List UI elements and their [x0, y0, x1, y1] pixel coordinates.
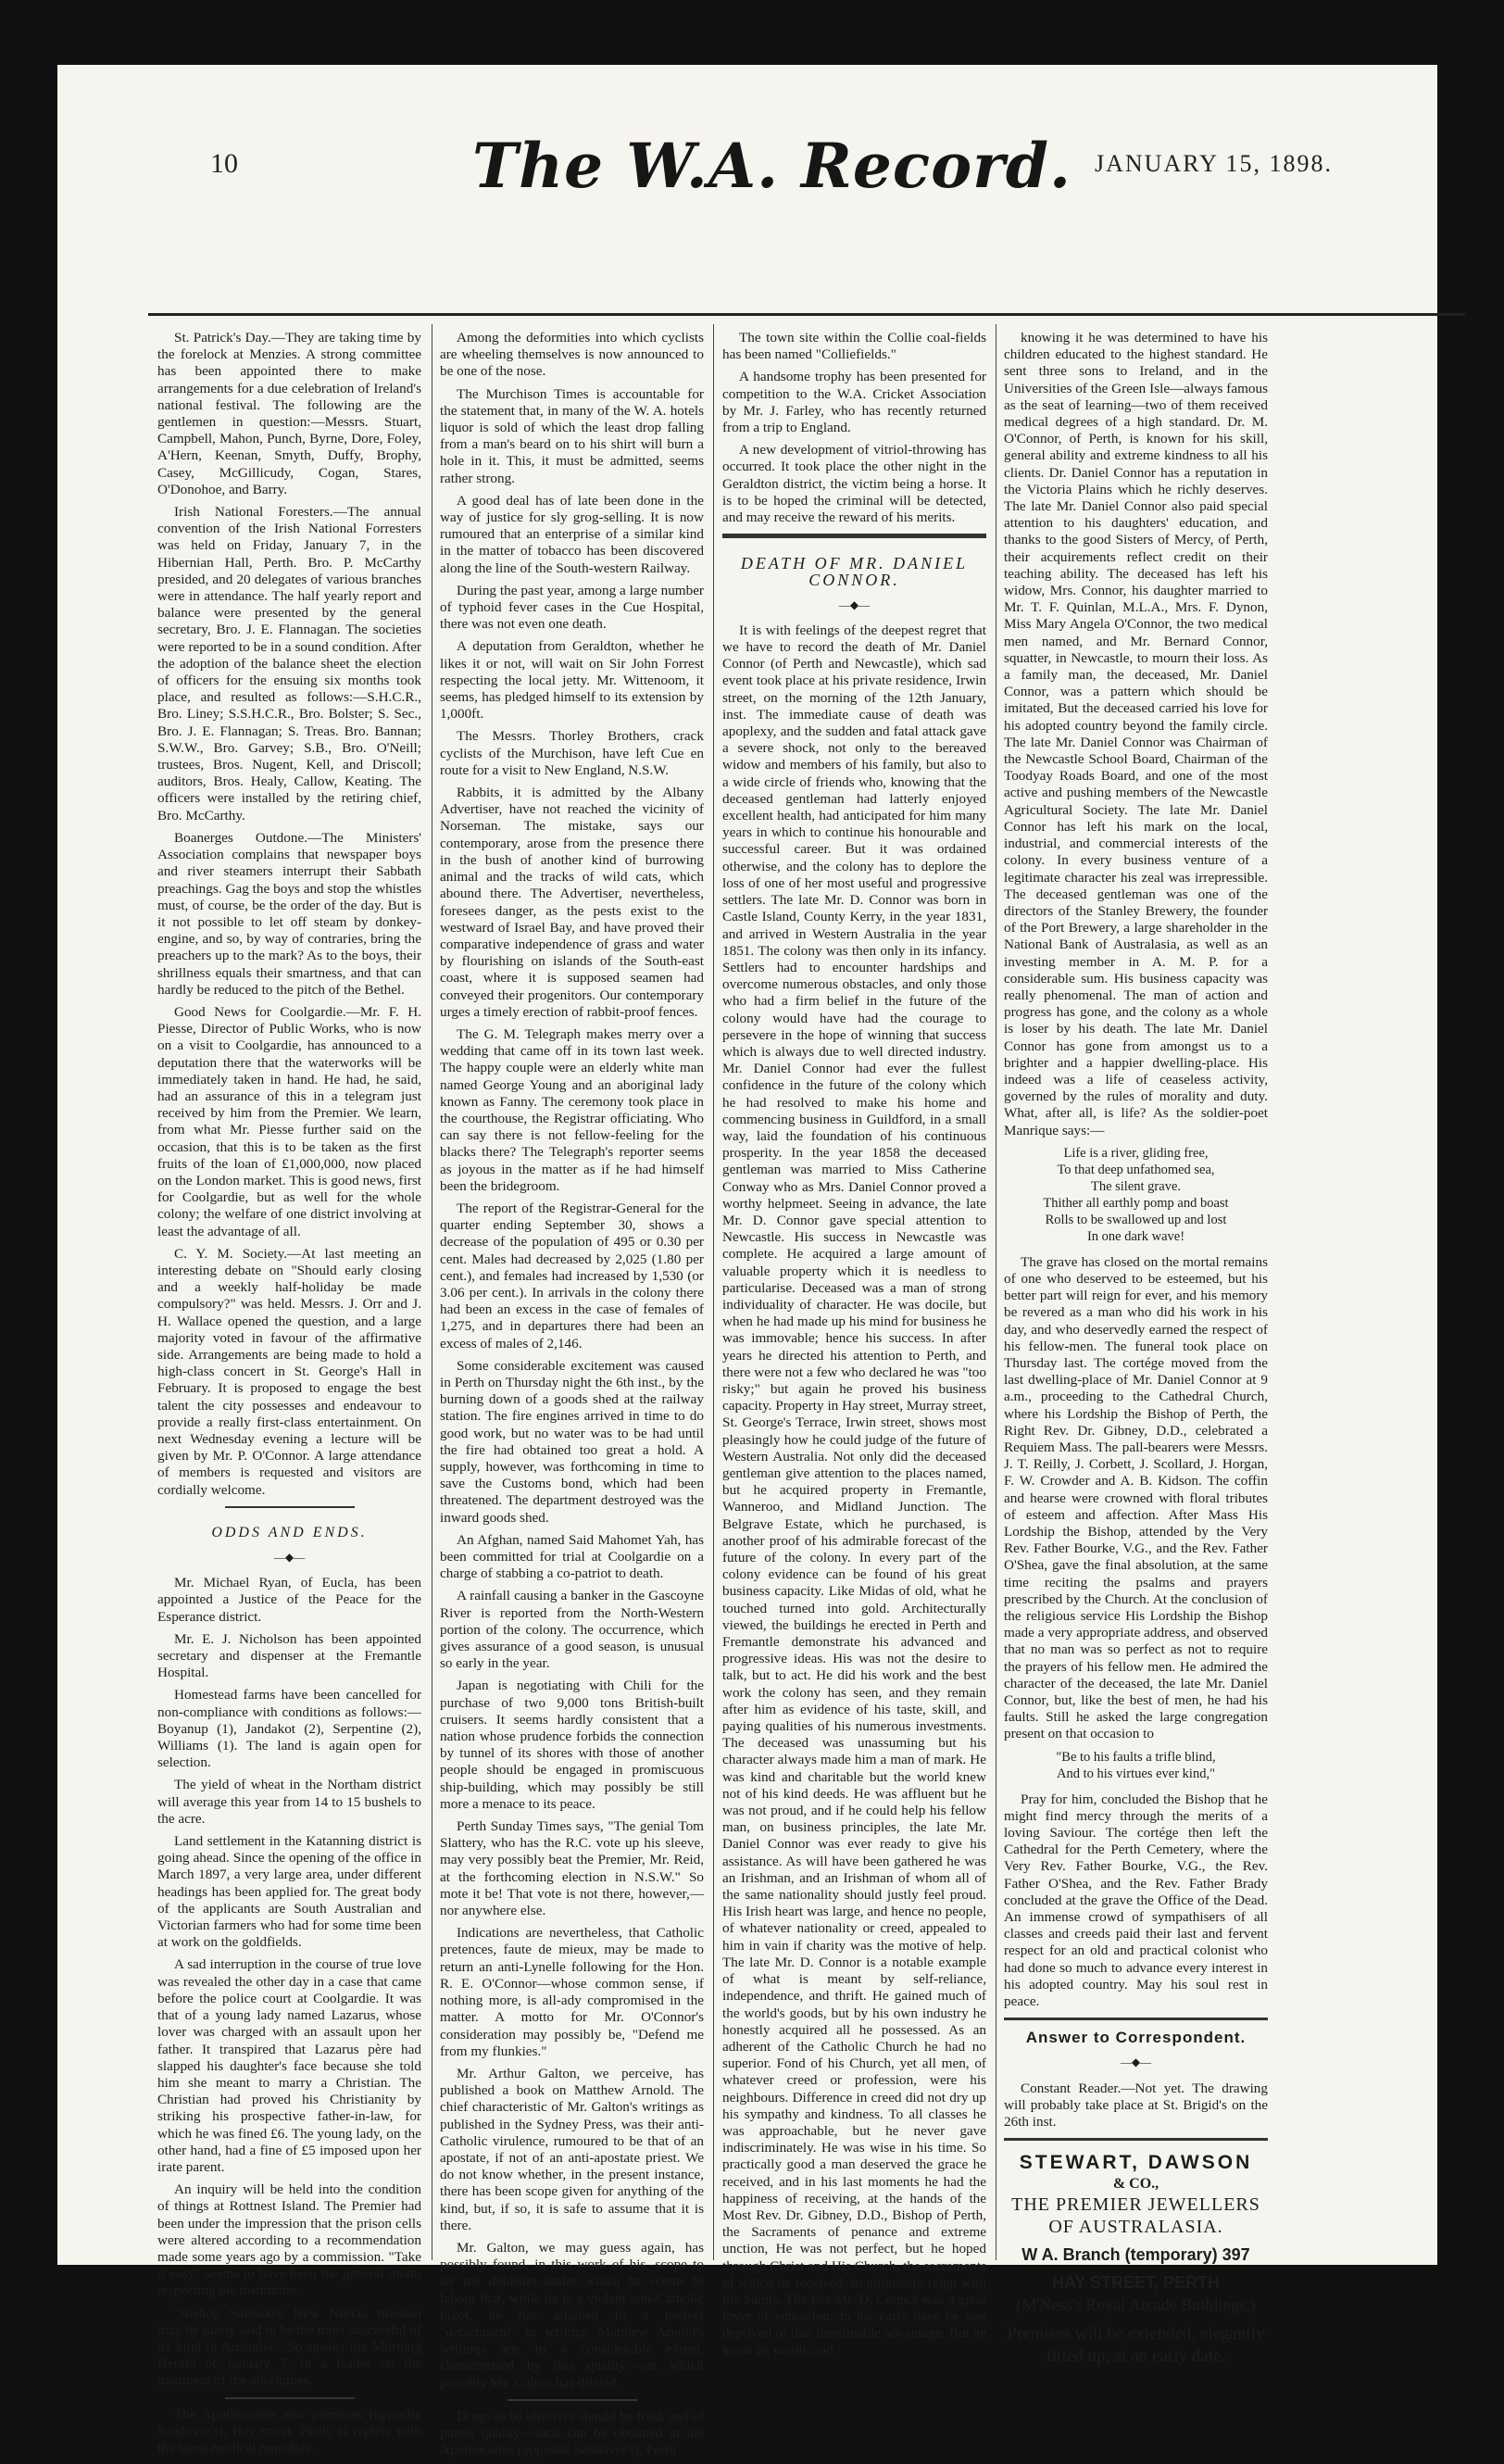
ornament-divider: —◆—	[273, 1551, 306, 1565]
answer-title: Answer to Correspondent.	[1025, 2029, 1247, 2047]
ad-branch: W A. Branch (temporary) 397	[1021, 2244, 1250, 2264]
item-afghan: An Afghan, named Said Mahomet Yah, has been committed for trial at Coolgardie on a charge of stabbing a co-patriot to death.	[440, 1531, 704, 1582]
ad-co: & CO.,	[1112, 2176, 1159, 2193]
item-cyclists: Among the deformities into which cyclists are wheeling themselves is now announced to be one of the nose.	[440, 330, 704, 380]
article-boanerges: Boanerges Outdone.—The Ministers' Association complains that newspaper boys and river steamers interrupt their Sabbath preachings. Gag the boys and stop the whistles must, of course, be the order of the day. But is it not possible to let off steam by donkey-engine, and so, by way of contraries, bring the preachers up to the mark? As to the boys, their shrillness equals their smartness, and that can hardly be reduced to the pitch of the Bethel.	[157, 829, 421, 998]
ad-line: THE PREMIER JEWELLERS	[1011, 2194, 1260, 2215]
newspaper-page	[57, 65, 1437, 2458]
item-collie: The town site within the Collie coal-fields has been named "Colliefields."	[722, 330, 986, 363]
item-salvado: "Bishop Salvado's New Norcia mission may be safely said to be the most successful of its kind in Australia." So speaks the Morning Herald of January 7, in a leader on the treatment of the aborigines.	[157, 2305, 421, 2389]
ornament-divider: —◆—	[1120, 2055, 1152, 2069]
obituary-closing: Pray for him, concluded the Bishop that he might find mercy through the merits of a loving Saviour. The cortége then left the Cathedral for the Perth Cemetery, where the Very Rev. Father Bourke, V.G., the Rev. Father O'Shea, and the Rev. Father Brady concluded at the grave the Office of the Dead. An immense crowd of sympathisers of all classes and creeds paid their last and fervent respect for an old and practical colonist who had done so much to advance every interest in his adopted country. May his soul rest in peace.	[1004, 1791, 1268, 2010]
item-rainfall: A rainfall causing a banker in the Gascoyne River is reported from the North-Western portion of the colony. The occurrence, which gives assurance of a good season, is unusual so early in the year.	[440, 1588, 704, 1672]
article-st-patricks: St. Patrick's Day.—They are taking time by the forelock at Menzies. A strong committee has been appointed there to make arrangements for a due celebration of Ireland's national festival. The following are the gentlemen in question:—Messrs. Stuart, Campbell, Mahon, Punch, Byrne, Dore, Foley, A'Hern, Keenan, Smyth, Duffy, Brophy, Casey, McGillicudy, Cogan, Stares, O'Donohoe, and Barry.	[157, 330, 421, 497]
article-cym-society: C. Y. M. Society.—At last meeting an interesting debate on "Should early closing and a weekly half-holiday be made compulsory?" was held. Messrs. J. Orr and J. H. Wallace opened the question, and a large majority voted in favour of the affirmative side. Arrangements are being made to hold a high-class concert in St. George's Hall in February. It is proposed to engage the best talent the city possesses and endeavour to provide a really first-class entertainment. On next Wednesday evening a lecture will be given by Mr. P. O'Connor. A large attendance of members is requested and visitors are cordially welcome.	[157, 1245, 421, 1498]
item-katanning: Land settlement in the Katanning district is going ahead. Since the opening of the office in March 1897, a very large area, under different headings has been applied for. The great body of the applicants are South Australian and Victorian farmers who had for some time been at work on the goldfields.	[157, 1833, 421, 1951]
section-rule	[722, 534, 986, 538]
article-coolgardie: Good News for Coolgardie.—Mr. F. H. Piesse, Director of Public Works, who is now on a visit to Coolgardie, has announced to a deputation there that the waterworks will be immediately taken in hand. He had, he said, had an assurance of this in a telegram just received by him from the Premier. We learn, from what Mr. Piesse further said on the occasion, that this is to be taken as the first fruits of the loan of £1,000,000, now placed on the London market. This is good news, first for Coolgardie, but as well for the whole colony; the welfare of one district involving at least the advantage of all.	[157, 1003, 421, 1239]
item-fire: Some considerable excitement was caused in Perth on Thursday night the 6th inst., by the burning down of a goods shed at the railway station. The fire engines arrived in time to do good work, but no water was to be had until the fire had obtained too great a hold. A supply, however, was forthcoming in time to save the Customs bond, which had been threatened. The department destroyed was the inward goods shed.	[440, 1357, 704, 1526]
poem-line: Life is a river, gliding free,	[1063, 1145, 1209, 1161]
publication-logo: The W.A. Record.	[472, 130, 1072, 202]
item-sunday-times: Perth Sunday Times says, "The genial Tom Slattery, who has the R.C. vote up his sleeve, may very possibly beat the Premier, Mr. Reid, at the forthcoming election in N.S.W." So mote it be! That vote is not there, however,—nor anywhere else.	[440, 1818, 704, 1919]
item-japan: Japan is negotiating with Chili for the purchase of two 9,000 tons British-built cruisers. It seems hardly consistent that a nation whose prudence forbids the connection by tunnel of its shores with those of another people should be engaged in promiscuous ship-building, which may possibly be still more a menace to its peace.	[440, 1678, 704, 1812]
page-number: 10	[210, 148, 238, 179]
obituary-funeral: The grave has closed on the mortal remains of one who deserved to be esteemed, but his better part will reign for ever, and his memory be revered as a man who did his work in his day, and who deservedly earned the respect of his fellow-men. The funeral took place on Thursday last. The cortége moved from the last dwelling-place of Mr. Daniel Connor at 9 a.m., proceeding to the Cathedral Church, where his Lordship the Bishop of Perth, the Right Rev. Dr. Gibney, D.D., celebrated a Requiem Mass. The pall-bearers were Messrs. J. T. Reilly, J. Corbett, J. Scollard, J. Horgan, F. W. Crowder and A. B. Kidson. The coffin and hearse were crowned with floral tributes of esteem and affection. After Mass His Lordship the Bishop, attended by the Very Rev. Father Bourke, V.G., and the Rev. Father O'Shea, gave the final absolution, at the same time reciting the psalms and prayers prescribed by the Church. At the conclusion of the religious service His Lordship the Bishop made a very appropriate address, and observed that no man was so perfect as not to require the prayers of his fellow men. He admired the character of the deceased, the late Mr. Daniel Connor, but, like the best of men, he had his faults. Still he asked the large congregation present on that occasion to	[1004, 1253, 1268, 1742]
ad-premises: Premises will be extended, elegantly fitted up, at an early date.	[1007, 2323, 1265, 2366]
article-foresters: Irish National Foresters.—The annual convention of the Irish National Forresters was held on Friday, January 7, in the Hibernian Hall, Perth. Bro. P. McCarthy presided, and 20 delegates of various branches were in attendance. The half yearly report and balance were presented by the general secretary, Bro. J. E. Flannagan. The societies were reported to be in a sound condition. After the adoption of the balance sheet the election of officers for the ensuing six months took place, and resulted as follows:—S.H.C.R., Bro. Liney; S.S.H.C.R., Bro. Bolster; S. Sec., Bro. J. E. Flannagan; S. Treas. Bro. Bannan; S.W.W., Bro. Garvey; S.B., Bro. O'Neill; trustees, Bros. Nugent, Kell, and Driscoll; auditors, Bros. Healy, Callow, Keating. The officers were installed by the retiring chief, Bro. McCarthy.	[157, 504, 421, 823]
item-drugs: Drugs to be effective should be fresh and of purest quality—such can be obtained at the Apothecaries (opposite Sandover's), Perth.	[440, 2407, 704, 2458]
section-rule	[1004, 2138, 1268, 2141]
item-wedding: The G. M. Telegraph makes merry over a wedding that came off in its town last week. The happy couple were an elderly white man named George Young and an aboriginal lady known as Fanny. The ceremony took place in the courthouse, the Registrar officiating. Who can say there is not fellow-feeling for the blacks there? The Telegraph's reporter seems as joyous in the matter as if he had himself been the bridegroom.	[440, 1025, 704, 1194]
item-thorley: The Messrs. Thorley Brothers, crack cyclists of the Murchison, have left Cue en route for a visit to New England, N.S.W.	[440, 728, 704, 778]
item-apothecaries: The Apothecaries new premises (opposite Sandover's), Hay street, Perth, is replete with the latest medical remedies.	[157, 2406, 421, 2456]
item-murchison: The Murchison Times is accountable for the statement that, in many of the W. A. hotels liquor is sold of which the least drop falling from a man's beard on to his shirt will burn a hole in it. This, it must be admitted, seems rather strong.	[440, 385, 704, 486]
ad-street: HAY STREET, PERTH	[1051, 2272, 1221, 2292]
column-4	[1004, 330, 1268, 2368]
obituary-continued: knowing it he was determined to have his children educated to the highest standard. He sent three sons to Ireland, and in the Universities of the Green Isle—always famous as the seat of learning—two of them received medical degrees of a high standard. Dr. M. O'Connor, of Perth, is known for his skill, general ability and extreme kindness to all his clients. Dr. Daniel Connor has a reputation in the Victoria Plains which he richly deserves. The late Mr. Daniel Connor also paid special attention to his daughters' education, and thanks to the good Sisters of Mercy, of Perth, their acquirements reflect credit on their teaching ability. The deceased has left his widow, Mrs. Connor, his daughter married to Mr. T. F. Quinlan, M.L.A., Mrs. F. Dynon, Miss Mary Angela O'Connor, the two medical men named, and Mr. Bernard Connor, squatter, in Newcastle, to mourn their loss. As a family man, the deceased, Mr. Daniel Connor, was a pattern which should be imitated, But the deceased carried his love for his adopted country beyond the family circle. The late Mr. Daniel Connor was Chairman of the Newcastle School Board, Chairman of the Toodyay Roads Board, and one of the most active and pushing members of the Newcastle Agricultural Society. The late Mr. Daniel Connor has left his mark on the local, industrial, and commercial interests of the colony. In every business venture of a legitimate character his zeal was irrepressible. The deceased gentleman was one of the directors of the Stanley Brewery, the founder of the Port Brewery, a large shareholder in the National Bank of Australasia, as well as an investing member in A. M. P. for a considerable sum. His business capacity was really phenomenal. The man of action and progress has gone, and the colony as a whole is loser by his death. The late Mr. Daniel Connor has gone from amongst us to a brighter and a happier dwelling-place. His indeed was a life of ceaseless activity, governed by the rules of morality and duty. What, after all, is life? As the soldier-poet Manrique says:—	[1004, 330, 1268, 1138]
header-rule	[148, 313, 1465, 316]
poem-line: Thither all earthly pomp and boast	[1043, 1195, 1229, 1211]
column-separator	[713, 324, 714, 2260]
ad-line: OF AUSTRALASIA.	[1048, 2216, 1223, 2237]
ad-firm: STEWART, DAWSON	[1019, 2152, 1253, 2174]
item-sly-grog: A good deal has of late been done in the way of justice for sly grog-selling. It is now rumoured that an enterprise of a similar kind in the matter of tobacco has been discovered along the line of the South-western Railway.	[440, 492, 704, 576]
item-geraldton: A deputation from Geraldton, whether he likes it or not, will wait on Sir John Forrest respecting the local jetty. Mr. Wittenoom, it seems, has pledged himself to its extension by 1,000ft.	[440, 638, 704, 723]
item-typhoid: During the past year, among a large number of typhoid fever cases in the Cue Hospital, there was not even one death.	[440, 582, 704, 633]
issue-date: JANUARY 15, 1898.	[1095, 150, 1333, 177]
section-odds-ends: ODDS AND ENDS.	[211, 1524, 368, 1540]
section-rule	[225, 2397, 355, 2399]
answer-correspondent	[1004, 2030, 1268, 2131]
item-registrar: The report of the Registrar-General for the quarter ending September 30, shows a decrease of the population of 495 or 0.30 per cent. Males had decreased by 2,025 (1.80 per cent.), and females had increased by 1,530 (or 3.06 per cent.). In arrivals in the colony there had been an excess in the case of females of 1,275, and in departures there had been an excess of males of 2,146.	[440, 1200, 704, 1351]
quote-line: And to his virtues ever kind,"	[1056, 1766, 1216, 1781]
column-2	[440, 330, 704, 2464]
item-rabbits: Rabbits, it is admitted by the Albany Advertiser, have not reached the vicinity of Norseman. The mistake, says our contemporary, arose from the presence there in the bush of another kind of burrowing animal and the tracks of wild cats, which abound there. The Advertiser, nevertheless, foresees danger, as the pests exist to the westward of Israel Bay, and have proved their comparative independence of grass and water by flourishing on islands of the South-east coast, where it is supposed seamen had conveyed their progenitors. Our contemporary urges a timely erection of rabbit-proof fences.	[440, 785, 704, 1020]
item-wheat: The yield of wheat in the Northam district will average this year from 14 to 15 bushels to the acre.	[157, 1777, 421, 1827]
item-ryan: Mr. Michael Ryan, of Eucla, has been appointed a Justice of the Peace for the Esperance district.	[157, 1575, 421, 1625]
item-galton-book: Mr. Arthur Galton, we perceive, has published a book on Matthew Arnold. The chief characteristic of Mr. Galton's writings as published in the Sydney Press, was their anti-Catholic virulence, rumoured to be that of an apostate, if not of an anti-apostate priest. We do not know whether, in the present instance, there has been scope given for anything of the kind, but, if so, it is safe to assume that it is there.	[440, 2065, 704, 2233]
item-vitriol: A new development of vitriol-throwing has occurred. It took place the other night in the Geraldton district, the victim being a horse. It is to be hoped the criminal will be detected, and may receive the reward of his merits.	[722, 442, 986, 526]
section-death-connor: DEATH OF MR. DANIEL CONNOR.	[740, 554, 969, 590]
column-1	[157, 330, 421, 2462]
item-lazarus: A sad interruption in the course of true love was revealed the other day in a case that came before the police court at Coolgardie. It was that of a young lady named Lazarus, whose lover was charged with an assault upon her father. It transpired that Lazarus père had slapped his daughter's face because she told him she meant to marry a Christian. The Christian had proved his Christianity by striking his prospective father-in-law, for which he was fined £6. The young lady, on the other hand, had a fine of £5 imposed upon her irate parent.	[157, 1956, 421, 2175]
item-trophy: A handsome trophy has been presented for competition to the W.A. Cricket Association by Mr. J. Farley, who has recently returned from a trip to England.	[722, 369, 986, 436]
poem-line: To that deep unfathomed sea,	[1057, 1162, 1215, 1177]
poem	[1004, 1145, 1268, 1245]
quote-line: "Be to his faults a trifle blind,	[1056, 1749, 1216, 1765]
section-rule	[1004, 2018, 1268, 2020]
jeweller-advert	[1004, 2150, 1268, 2367]
ad-arcade: (M'Ness's Royal Arcade Buildings.)	[1016, 2294, 1256, 2314]
item-homestead: Homestead farms have been cancelled for non-compliance with conditions as follows:—Boyanup (1), Jandakot (2), Serpentine (2), Williams (1). The land is again open for selection.	[157, 1687, 421, 1771]
poem-line: The silent grave.	[1090, 1178, 1182, 1194]
section-rule	[225, 1506, 355, 1508]
answer-text: Constant Reader.—Not yet. The drawing will probably take place at St. Brigid's on the 26th inst.	[1004, 2080, 1268, 2131]
item-nicholson: Mr. E. J. Nicholson has been appointed secretary and dispenser at the Fremantle Hospital.	[157, 1630, 421, 1681]
item-indications: Indications are nevertheless, that Catholic pretences, faute de mieux, may be made to return an anti-Lynelle following for the Hon. R. E. O'Connor—whose common sense, if nothing more, is all-ady compromised in the matter. A motto for Mr. O'Connor's consideration may possibly be, "Defend me from my flunkies."	[440, 1925, 704, 2059]
ornament-divider: —◆—	[838, 597, 871, 611]
item-galton-guess: Mr. Galton, we may guess again, has possibly found, in this work of his, scope to air the delusion under which he seems to labour that, while he is a violent anti-Catholic bigot, he has attained to a perfect "detachment" in writing. Matthew Arnold's writings are, to a considerable extent, characterised by this quality,—on which possibly Mr. Galton has dilated.	[440, 2239, 704, 2391]
section-rule	[508, 2399, 637, 2401]
poem-line: Rolls to be swallowed up and lost	[1045, 1212, 1227, 1227]
item-rottnest: An inquiry will be held into the condition of things at Rottnest Island. The Premier had been under the impression that the prison cells were altered according to a recommendation made some years ago by a commission. "Take it easy" seems to have been the general motto respecting the institution.	[157, 2181, 421, 2299]
obituary-body: It is with feelings of the deepest regret that we have to record the death of Mr. Daniel Connor (of Perth and Newcastle), which sad event took place at his private residence, Irwin street, on the morning of the 12th January, inst. The immediate cause of death was apoplexy, and the sudden and fatal attack gave a severe shock, not only to the bereaved widow and members of his family, but also to a wide circle of friends who, knowing that the deceased gentleman had latterly enjoyed excellent health, had anticipated for him many years in which to continue his honourable and successful career. But it was ordained otherwise, and the colony has to deplore the loss of one of her most useful and progressive settlers. The late Mr. D. Connor was born in Castle Island, County Kerry, in the year 1831, and arrived in Western Australia in the year 1851. The colony was then only in its infancy. Settlers had to encounter hardships and overcome numerous obstacles, and only those who had a firm belief in the future of the colony would have had the courage to persevere in the hope of winning that success which is always due to well directed industry. Mr. Daniel Connor had ever the fullest confidence in the future of the colony which he had resolved to make his home and commencing business in Guildford, in a small way, laid the foundation of his continuous prosperity. In the year 1858 the deceased gentleman was married to Miss Catherine Conway who as Mrs. Daniel Connor proved a worthy helpmeet. Seeing in advance, the late Mr. D. Connor gave special attention to Newcastle. His success in Newcastle was complete. He acquired a large amount of valuable property which it is needless to particularise. Deceased was a man of strong individuality of character. He was docile, but when he had made up his mind for business he was immovable; hence his success. In after years he directed his attention to Perth, and there were not a few who declared he was "too risky;" but again he proved his business capacity. Property in Hay street, Murray street, St. George's Terrace, Irwin street, shows most pleasingly how he could judge of the future of Western Australia. Not only did the deceased gentleman give attention to the places named, but he acquired property in Fremantle, Wanneroo, and Midland Junction. The Belgrave Estate, which he purchased, is another proof of his admirable forecast of the future of the colony. In every part of the colony evidence can be found of his great business capacity. Like Midas of old, what he touched turned into gold. Architecturally viewed, the buildings he erected in Perth and Fremantle demonstrate his advanced and progressive ideas. His was not the desire to talk, but to act. He did his work and the best work the colony has seen, and they remain after him as evidence of his taste, skill, and paying qualities of his numerous investments. The deceased was unassuming but his character always made him a man of mark. He was kind and charitable but the world knew not of his kind deeds. He was affluent but he was not proud, and if he could help his fellow man, on business principles, the late Mr. Daniel Connor was ever ready to give his assistance. As will have been gathered he was an Irishman, and an Irishman of whom all of the same nationality should justly feel proud. His Irish heart was large, and hence no people, of whatever nationality or creed, appealed to him in vain if charity was the motive of help. The late Mr. D. Connor is a notable example of what is meant by self-reliance, independence, and thrift. He gained much of the world's goods, but by his own industry he honestly acquired all he possessed. As an adherent of the Catholic Church he had no superior. Fond of his Church, yet all men, of whatever creed or profession, were his neighbours. Difference in creed did not dry up his sympathy and kindness. To all classes he was approachable, but he never gave indiscriminately. He was wise in his time. So practically good a man deserved the grace he received, and in his last moments he had the happiness of receiving, at the hands of the Most Rev. Dr. Gibney, D.D., Bishop of Perth, the Sacraments of penance and extreme unction, He was not perfect, but he hoped through Christ and His Church, the sacraments of which he received, to ultimately reign with the Saints. The late Mr. D. Connor was a great lover of education. In his early days he was deprived of that inestimable advantage. But he knew its worth, and	[722, 622, 986, 2358]
quote	[1004, 1749, 1268, 1782]
column-3	[722, 330, 986, 2365]
poem-line: In one dark wave!	[1086, 1228, 1185, 1244]
